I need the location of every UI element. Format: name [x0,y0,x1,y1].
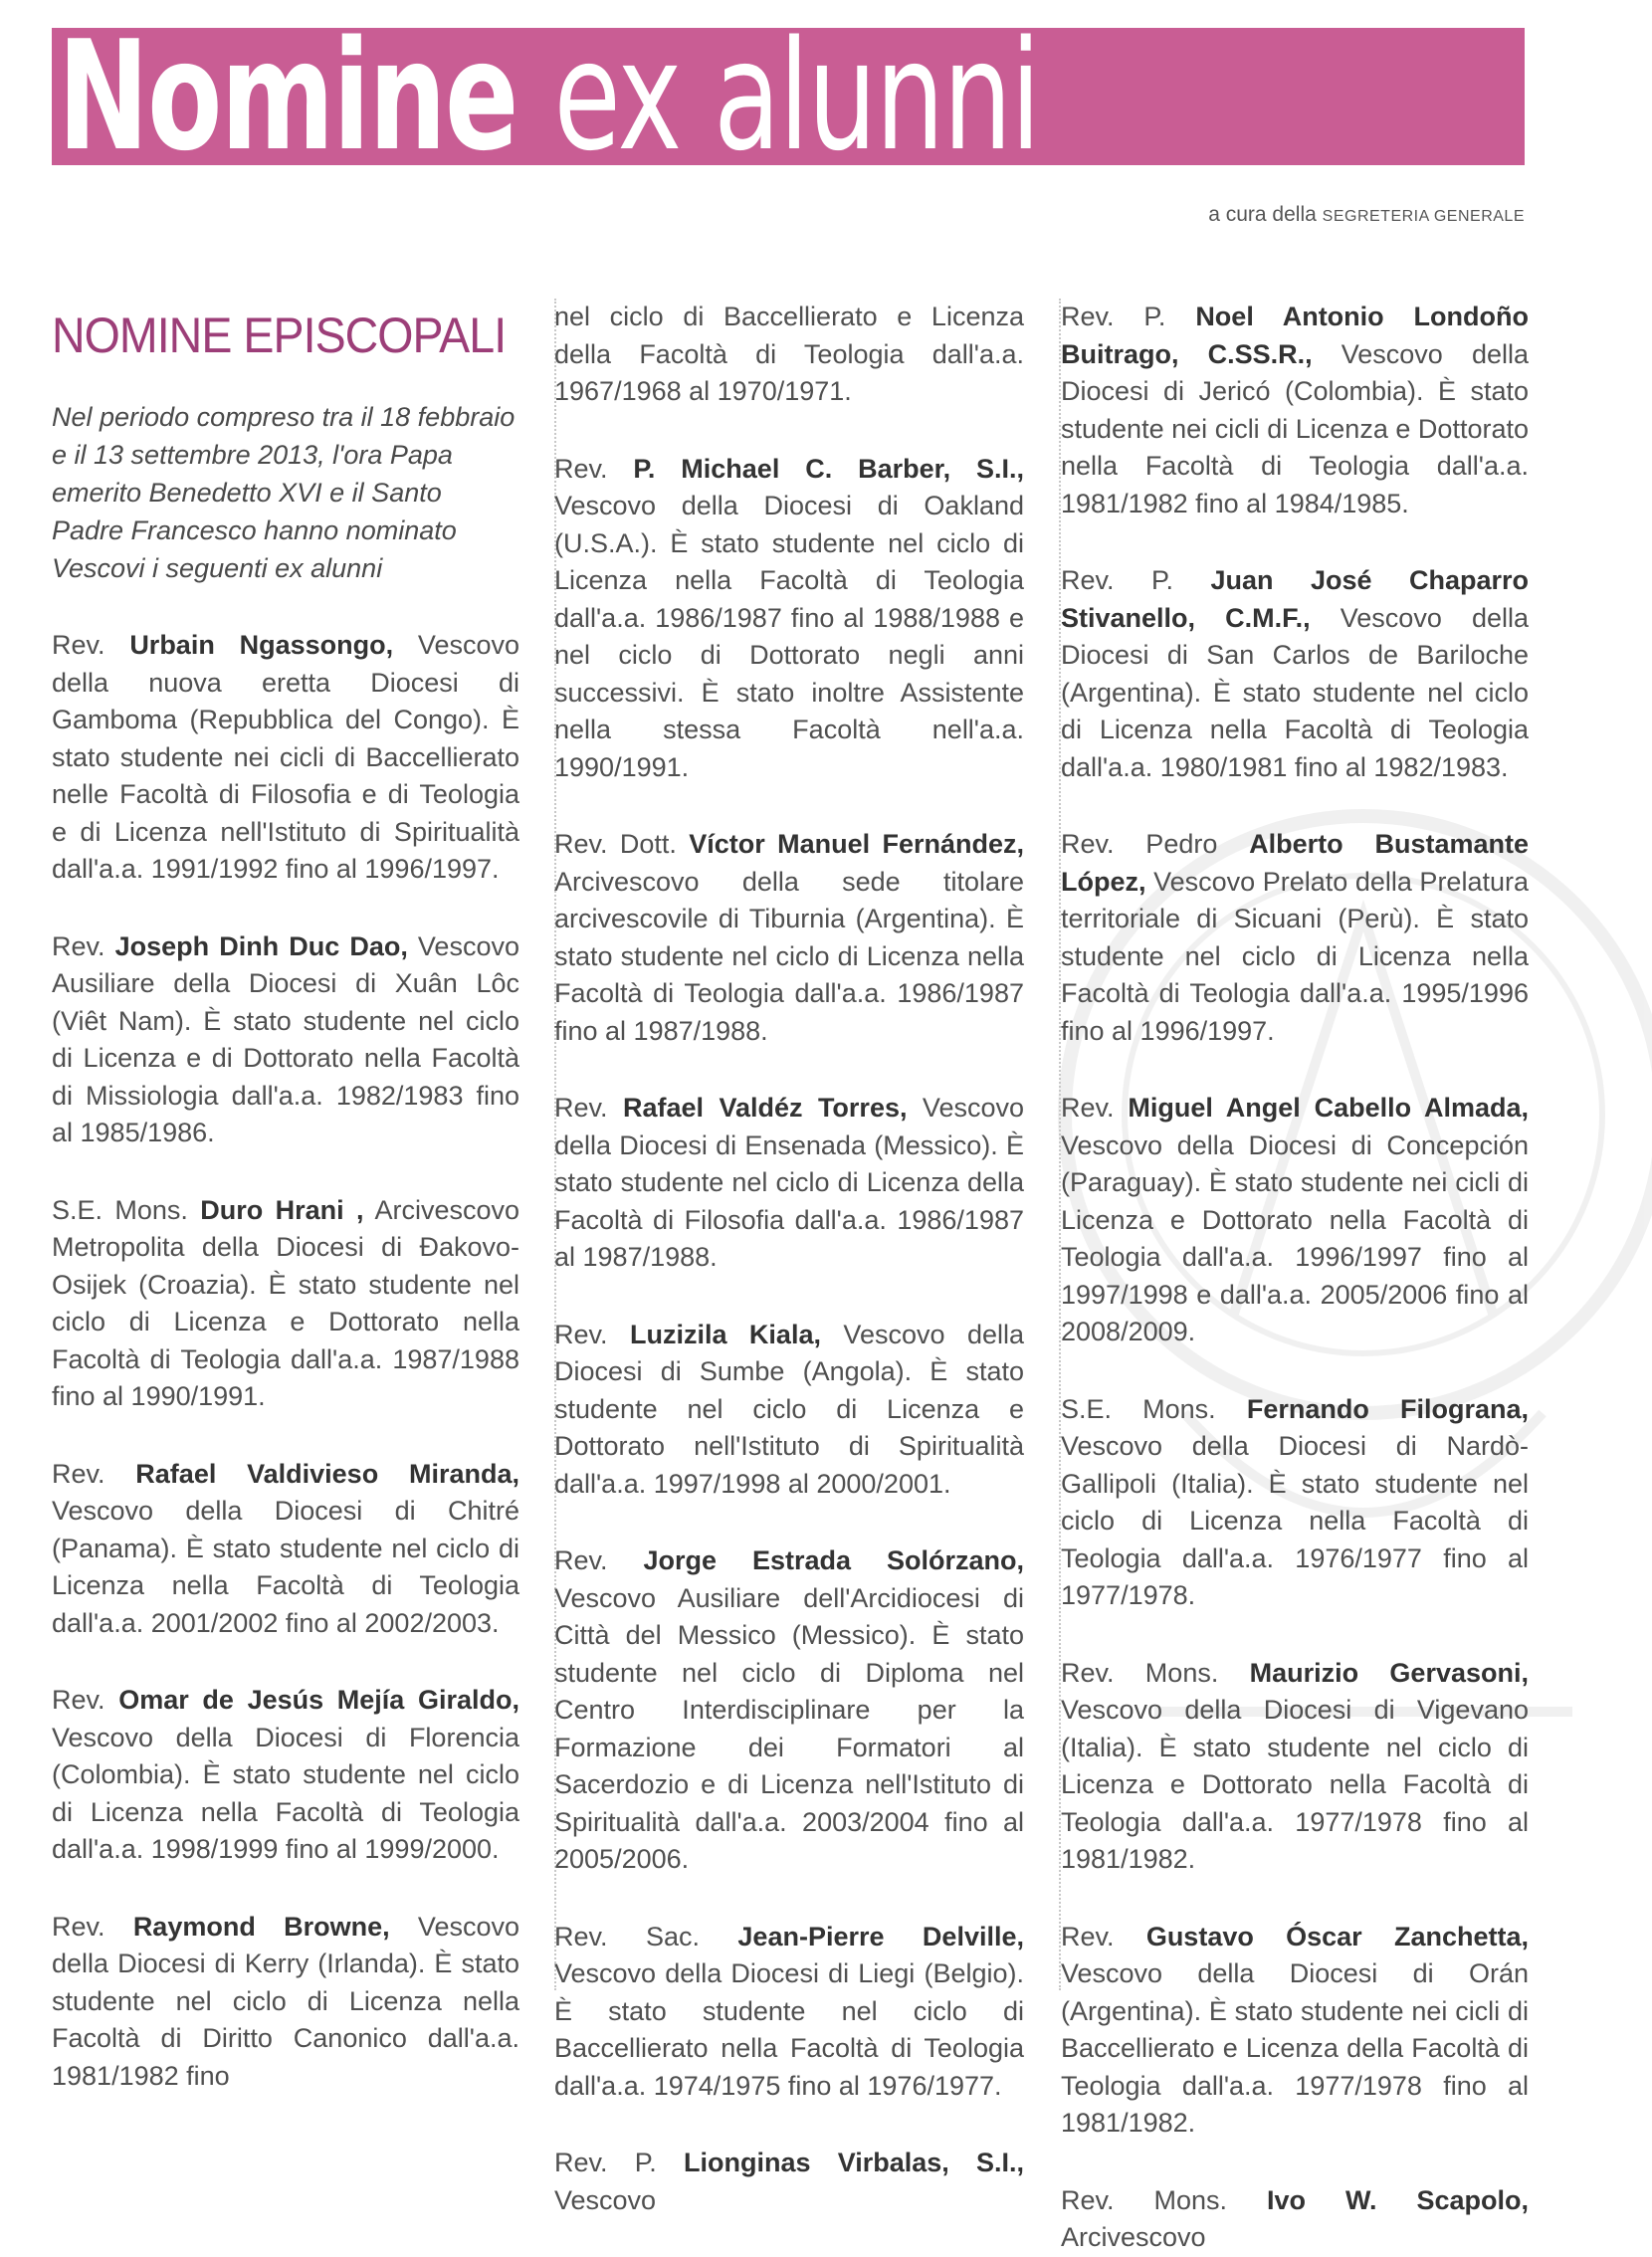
entry-description: Vescovo [554,2184,657,2215]
page-title-light: ex alunni [553,8,1040,184]
entry-title-prefix: Rev. [52,930,115,961]
appointment-entry [52,1682,519,1869]
entry-title-prefix: Rev. Dott. [554,829,690,859]
credit-department: SEGRETERIA GENERALE [1322,208,1525,225]
entry-description: Vescovo Prelato della Prelatura territoriale di Sicuani (Perù). È stato studente nel ciclo di Licenza nella Facoltà di Teologia dall'a.a. 1995/1996 fino al 1996/1997. [1061,866,1529,1046]
entry-name: Ivo W. Scapolo, [1267,2184,1530,2215]
appointment-entry [1061,1919,1529,2143]
entry-description: Vescovo della Diocesi di Nardò-Gallipoli (Italia). È stato studente nel ciclo di Licenza nella Facoltà di Teologia dall'a.a. 1976/1977 fino al 1977/1978. [1061,1431,1529,1610]
entry-description: Vescovo della Diocesi di Vigevano (Italia). È stato studente nel ciclo di Licenza e Dottorato nella Facoltà di Teologia dall'a.a. 1977/1978 fino al 1981/1982. [1061,1695,1529,1874]
entry-description: Vescovo Ausiliare della Diocesi di Xuân Lôc (Viêt Nam). È stato studente nel ciclo di Licenza e di Dottorato nella Facoltà di Missiologia dall'a.a. 1982/1983 fino al 1985/1986. [52,930,519,1147]
entry-title-prefix: Rev. [52,1685,119,1715]
appointment-list-col1 [52,627,519,2095]
appointment-entry [554,1919,1024,2106]
entry-title-prefix: Rev. P. [554,2148,684,2177]
entry-name: Gustavo Óscar Zanchetta, [1145,1921,1529,1951]
appointment-entry [52,1909,519,2096]
appointment-entry [554,2145,1024,2219]
appointment-entry [554,299,1024,411]
entry-description: Vescovo della nuova eretta Diocesi di Gamboma (Repubblica del Congo). È stato studente nei cicli di Baccellierato nelle Facoltà di Filosofia e di Teologia e di Licenza nell'Istituto di Spiritualità dall'a.a. 1991/1992 fino al 1996/1997. [52,630,520,884]
appointment-entry [554,1090,1024,1277]
entry-description: Vescovo della Diocesi di Jericó (Colombia). È stato studente nei cicli di Licenza e Dottorato nella Facoltà di Teologia dall'a.a. 1981/1982 fino al 1984/1985. [1061,338,1529,518]
entry-description: Vescovo della Diocesi di Florencia (Colombia). È stato studente nel ciclo di Licenza nella Facoltà di Teologia dall'a.a. 1998/1999 fino al 1999/2000. [52,1722,519,1864]
entry-title-prefix: Rev. Mons. [1061,2184,1268,2215]
section-intro: Nel periodo compreso tra il 18 febbraio e il 13 settembre 2013, l'ora Papa emerito Benedetto XVI e il Santo Padre Francesco hanno nominato Vescovi i seguenti ex alunni [52,402,516,583]
entry-description: nel ciclo di Baccellierato e Licenza della Facoltà di Teologia dall'a.a. 1967/1968 al 1970/1971. [554,302,1024,406]
appointment-entry [1061,562,1529,786]
entry-title-prefix: Rev. Mons. [1061,1657,1250,1688]
entry-name: Maurizio Gervasoni, [1249,1657,1529,1688]
entry-title-prefix: Rev. Pedro [1061,829,1250,859]
entry-description: Vescovo della Diocesi di Chitré (Panama). È stato studente nel ciclo di Licenza nella Facoltà di Teologia dall'a.a. 2001/2002 fino al 2002/2003. [52,1496,519,1638]
entry-name: Rafael Valdivieso Miranda, [135,1458,519,1489]
editorial-credit [1208,203,1525,227]
entry-title-prefix: Rev. [52,630,130,660]
appointment-entry [1061,826,1529,1050]
entry-name: Joseph Dinh Duc Dao, [114,930,408,961]
entry-name: Miguel Angel Cabello Almada, [1128,1093,1529,1123]
entry-name: Raymond Browne, [132,1911,390,1942]
entry-name: P. Michael C. Barber, S.I., [633,453,1025,484]
entry-name: Lionginas Virbalas, S.I., [683,2148,1025,2177]
entry-title-prefix: Rev. [1061,1921,1146,1951]
appointment-list-col3 [1061,299,1529,2257]
entry-name: Duro Hrani , [200,1194,364,1225]
entry-title-prefix: Rev. [554,1319,630,1349]
entry-name: Fernando Filograna, [1246,1393,1529,1424]
entry-name: Omar de Jesús Mejía Giraldo, [118,1685,519,1715]
appointment-entry [554,826,1024,1050]
entry-title-prefix: Rev. [554,453,634,484]
appointment-list-col2 [554,299,1024,2219]
appointment-entry [1061,1090,1529,1351]
entry-name: Alberto Bustamante López, [1061,829,1529,897]
entry-description: Vescovo della Diocesi di Ensenada (Messico). È stato studente nel ciclo di Licenza della Facoltà di Filosofia dall'a.a. 1986/1987 al 1987/1988. [554,1093,1024,1272]
entry-name: Jean-Pierre Delville, [737,1921,1024,1951]
entry-name: Rafael Valdéz Torres, [622,1093,908,1123]
entry-name: Luzizila Kiala, [629,1319,821,1349]
appointment-entry [52,928,519,1152]
page-title [58,2,1039,191]
entry-description: Vescovo della Diocesi di Liegi (Belgio). È stato studente nel ciclo di Baccellierato nella Facoltà di Teologia dall'a.a. 1974/1975 fino al 1976/1977. [554,1958,1024,2101]
appointment-entry [52,627,519,889]
entry-name: Jorge Estrada Solórzano, [643,1545,1024,1575]
entry-title-prefix: Rev. P. [1061,565,1211,595]
entry-title-prefix: Rev. [554,1093,623,1123]
appointment-entry [554,1542,1024,1879]
credit-prefix: a cura della [1208,203,1317,226]
column-3 [1059,299,1530,2252]
entry-description: Vescovo della Diocesi di Sumbe (Angola). È stato studente nel ciclo di Licenza e Dottorato nell'Istituto di Spiritualità dall'a.a. 1997/1998 al 2000/2001. [554,1319,1024,1499]
entry-description: Vescovo della Diocesi di Kerry (Irlanda). È stato studente nel ciclo di Licenza nella Facoltà di Diritto Canonico dall'a.a. 1981/1982 fino [52,1911,520,2091]
appointment-entry [52,1192,519,1416]
appointment-entry [554,1317,1024,1504]
appointment-entry [1061,299,1529,522]
entry-description: Vescovo della Diocesi di San Carlos de Bariloche (Argentina). È stato studente nel ciclo di Licenza nella Facoltà di Teologia dall'a.a. 1980/1981 fino al 1982/1983. [1061,602,1529,782]
section-title: NOMINE EPISCOPALI [52,308,507,363]
entry-description: Vescovo Ausiliare dell'Arcidiocesi di Città del Messico (Messico). È stato studente nel ciclo di Diploma nel Centro Interdisciplinare per la Formazione dei Formatori al Sacerdozio e di Licenza nell'Istituto di Spiritualità dall'a.a. 2003/2004 fino al 2005/2006. [554,1582,1024,1874]
appointment-entry [52,1456,519,1643]
entry-title-prefix: Rev. Sac. [554,1921,738,1951]
appointment-entry [1061,2182,1529,2257]
entry-description: Arcivescovo Metropolita della Diocesi di Đakovo-Osijek (Croazia). È stato studente nel ciclo di Licenza e Dottorato nella Facoltà di Teologia dall'a.a. 1987/1988 fino al 1990/1991. [52,1194,519,1411]
column-2 [554,299,1025,2215]
column-1 [52,299,520,2091]
entry-title-prefix: S.E. Mons. [1061,1393,1247,1424]
entry-title-prefix: Rev. [554,1545,644,1575]
entry-name: Urbain Ngassongo, [129,630,394,660]
entry-description: Arcivescovo [1061,2222,1206,2252]
appointment-entry [1061,1655,1529,1879]
entry-name: Juan José Chaparro Stivanello, C.M.F., [1061,565,1529,633]
title-banner [52,8,1525,184]
entry-title-prefix: Rev. [1061,1093,1129,1123]
entry-name: Víctor Manuel Fernández, [689,829,1024,859]
entry-description: Vescovo della Diocesi di Oakland (U.S.A.). È stato studente nel ciclo di Licenza nella Facoltà di Teologia dall'a.a. 1986/1987 fino al 1988/1988 e nel ciclo di Dottorato negli anni successivi. È stato inoltre Assistente nella stessa Facoltà nell'a.a. 1990/1991. [554,491,1024,782]
entry-title-prefix: Rev. P. [1061,302,1196,331]
entry-title-prefix: S.E. Mons. [52,1194,201,1225]
page-title-bold: Nomine [58,8,517,184]
entry-description: Vescovo della Diocesi di Orán (Argentina). È stato studente nei cicli di Baccellierato e Licenza della Facoltà di Teologia dall'a.a. 1977/1978 fino al 1981/1982. [1061,1958,1529,2138]
entry-title-prefix: Rev. [52,1911,133,1942]
entry-description: Vescovo della Diocesi di Concepción (Paraguay). È stato studente nei cicli di Licenza e Dottorato nella Facoltà di Teologia dall'a.a. 1996/1997 fino al 1997/1998 e dall'a.a. 2005/2006 fino al 2008/2009. [1061,1129,1529,1346]
entry-name: Noel Antonio Londoño Buitrago, C.SS.R., [1061,302,1529,369]
entry-description: Arcivescovo della sede titolare arcivescovile di Tiburnia (Argentina). È stato studente nel ciclo di Licenza nella Facoltà di Teologia dall'a.a. 1986/1987 fino al 1987/1988. [554,866,1024,1046]
appointment-entry [554,451,1024,787]
appointment-entry [1061,1391,1529,1615]
entry-title-prefix: Rev. [52,1458,136,1489]
